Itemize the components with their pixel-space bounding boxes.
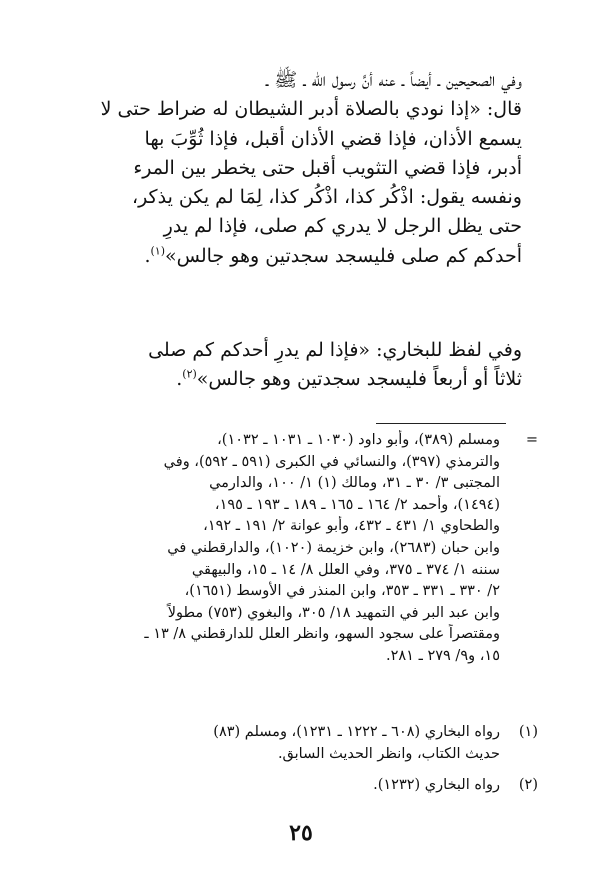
second-paragraph bbox=[88, 336, 522, 395]
footnote-line: وابن عبد البر في التمهيد ١٨/ ٣٠٥، والبغوي (٧٥٣) مطولاً bbox=[167, 604, 500, 621]
footnote-line: رواه البخاري (٦٠٨ ـ ١٢٢٢ ـ ١٢٣١)، ومسلم (٨٣) bbox=[213, 724, 500, 740]
footnote-line: ومسلم (٣٨٩)، وأبو داود (١٠٣٠ ـ ١٠٣١ ـ ١٠٣٢)، bbox=[217, 432, 500, 448]
text-line: أدبر، فإذا قضي التثويب أقبل حتى يخطر بين المرء bbox=[133, 156, 522, 179]
text-line: وفي لفظ للبخاري: «فإذا لم يدرِ أحدكم كم صلى bbox=[148, 339, 522, 361]
footnote-ref-2[interactable]: (٢) bbox=[182, 367, 197, 381]
period: . bbox=[176, 368, 183, 391]
period: . bbox=[144, 244, 151, 267]
footnote-line: وابن حبان (٢٦٨٣)، وابن خزيمة (١٠٢٠)، والدارقطني في bbox=[167, 539, 500, 556]
page-number: ٢٥ bbox=[289, 820, 313, 846]
main-paragraph bbox=[88, 66, 522, 271]
text-line-last bbox=[88, 365, 522, 394]
footnote-ref-1[interactable]: (١) bbox=[150, 244, 165, 258]
text-line: حتى يظل الرجل لا يدري كم صلى، فإذا لم يدرِ bbox=[163, 215, 522, 238]
footnote-line: ١٥، و٩/ ٢٧٩ ـ ٢٨١. bbox=[386, 647, 500, 664]
text-line: ونفسه يقول: اذْكُر كذا، اذْكُر كذا، لِمَا لم يكن يذكر، bbox=[131, 186, 522, 209]
text-line: يسمع الأذان، فإذا قضي الأذان أقبل، فإذا ثُوِّبَ بها bbox=[144, 127, 522, 150]
footnote-line: ٢/ ٣٣٠ ـ ٣٣١ ـ ٣٥٣، وابن المنذر في الأوسط (١٦٥١)، bbox=[184, 583, 500, 600]
text-line-last bbox=[88, 242, 522, 271]
text-fragment: ثلاثاً أو أربعاً فليسجد سجدتين وهو جالس» bbox=[196, 368, 522, 391]
footnote-line: والترمذي (٣٩٧)، والنسائي في الكبرى (٥٩١ ـ ٥٩٢)، وفي bbox=[163, 453, 500, 470]
footnote-line: رواه البخاري (١٢٣٢). bbox=[373, 777, 500, 793]
footnote-body bbox=[86, 722, 500, 765]
footnote-2 bbox=[86, 775, 538, 797]
footnote-line: المجتبى ٣/ ٣٠ ـ ٣١، ومالك (١) ١/ ١٠٠، والدارمي bbox=[209, 475, 500, 492]
footnote-body bbox=[86, 430, 500, 668]
footnote-continuation bbox=[86, 430, 538, 668]
text-line: قال: «إذا نودي بالصلاة أدبر الشيطان له ضراط حتى لا bbox=[100, 98, 522, 121]
footnote-line: (١٤٩٤)، وأحمد ٢/ ١٦٤ ـ ١٦٥ ـ ١٨٩ ـ ١٩٣ ـ ١٩٥، bbox=[214, 496, 500, 513]
footnote-line: سننه ١/ ٣٧٤ ـ ٣٧٥، وفي العلل ٨/ ١٤ ـ ١٥، والبيهقي bbox=[191, 561, 500, 578]
footnote-marker: (١) bbox=[518, 724, 538, 740]
text-fragment: أحدكم كم صلى فليسجد سجدتين وهو جالس» bbox=[165, 244, 522, 267]
footnote-line: ومقتصراً على سجود السهو، وانظر العلل للدارقطني ٨/ ١٣ ـ bbox=[144, 626, 500, 643]
footnote-marker: (٢) bbox=[518, 777, 538, 793]
footnote-line: حديث الكتاب، وانظر الحديث السابق. bbox=[277, 745, 500, 762]
footnote-divider bbox=[376, 423, 506, 424]
text-line: وفي الصحيحين ـ أيضاً ـ عنه أنَّ رسول الله ـ ﷺ ـ bbox=[265, 69, 522, 91]
footnote-1 bbox=[86, 722, 538, 765]
footnote-body bbox=[86, 775, 500, 797]
footnote-line: والطحاوي ١/ ٤٣١ ـ ٤٣٢، وأبو عوانة ٢/ ١٩١ ـ ١٩٢، bbox=[203, 518, 500, 535]
footnote-marker: = bbox=[525, 432, 538, 448]
